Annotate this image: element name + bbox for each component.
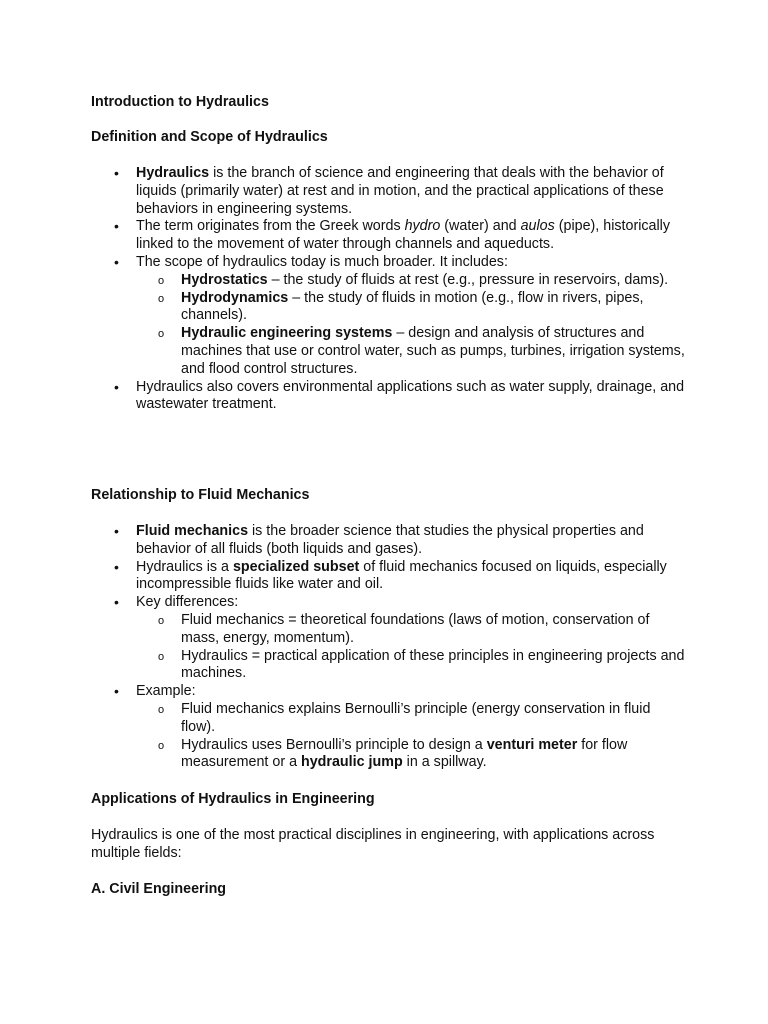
greek-word-aulos: aulos [520,218,555,235]
sub-list-item: o Hydrodynamics – the study of fluids in motion (e.g., flow in rivers, pipes, channels). [158,289,644,324]
sub-bullet-glyph: o [158,703,165,716]
bullet-glyph: • [114,218,119,235]
list-item: • Hydraulics is the branch of science and engineering that deals with the behavior of liquids (primarily water) at rest and in motion, and the practical applications of these behaviors in engineering systems. [114,165,664,217]
section-heading-applications: Applications of Hydraulics in Engineering [91,791,375,807]
sub-bullet-glyph: o [158,614,165,627]
sub-list-item: o Fluid mechanics = theoretical foundations (laws of motion, conservation of mass, energy, momentum). [158,611,650,646]
list-item: • Fluid mechanics is the broader science that studies the physical properties and behavior of all fluids (both liquids and gases). [114,523,644,557]
sub-list-item: o Hydraulic engineering systems – design and analysis of structures and machines that use or control water, such as pumps, turbines, irrigation systems, and flood control structures. [158,325,685,377]
bullet-glyph: • [114,558,119,575]
sub-bullet-glyph: o [158,739,165,752]
sub-bullet-glyph: o [158,274,165,287]
list-item: • Key differences: o Fluid mechanics = theoretical foundations (laws of motion, conservation of mass, energy, momentum). o Hydraulics = practical application of these principles in engineering projects and machines. [0,594,768,683]
document-title: Introduction to Hydraulics [91,94,269,110]
sub-bullet-glyph: o [158,292,165,305]
sub-list-item: o Hydraulics uses Bernoulli’s principle to design a venturi meter for flow measurement or a hydraulic jump in a spillway. [158,736,628,771]
section-heading-fluid-mechanics: Relationship to Fluid Mechanics [91,487,310,503]
term-hydraulics: Hydraulics [136,165,210,181]
list-item: • The term originates from the Greek words hydro (water) and aulos (pipe), historically linked to the movement of water through channels and aqueducts. [114,218,670,253]
differences-sub-list [136,612,688,683]
greek-word-hydro: hydro [404,218,441,235]
sub-bullet-glyph: o [158,650,165,663]
subheading-civil-engineering: A. Civil Engineering [91,881,227,897]
sub-bullet-glyph: o [158,328,165,341]
bullet-glyph: • [114,683,119,700]
bullet-glyph: • [114,253,119,270]
list-item: • Hydraulics also covers environmental applications such as water supply, drainage, and wastewater treatment. [114,378,685,413]
sub-list-item: o Hydraulics = practical application of these principles in engineering projects and machines. [158,647,685,682]
bullet-glyph: • [114,594,119,611]
list-item: • Hydraulics is a specialized subset of fluid mechanics focused on liquids, especially incompressible fluids like water and oil. [114,558,667,593]
applications-intro-paragraph: Hydraulics is one of the most practical disciplines in engineering, with applications across multiple fields: [91,827,655,861]
bullet-glyph: • [114,165,119,181]
term-fluid-mechanics: Fluid mechanics [136,523,249,539]
example-sub-list [136,701,688,772]
bullet-glyph: • [114,378,119,395]
scope-sub-list [136,272,688,379]
fluid-mechanics-bullet-list [0,523,768,772]
list-item: • The scope of hydraulics today is much broader. It includes: o Hydrostatics – the study of fluids at rest (e.g., pressure in reservoirs, dams). o Hydrodynamics – the study of fluids in motion (e.g., flow in rivers, pipes, channels). o Hydraulic engineering systems – design and analysis of structures and machines that use or control water, such as pumps, turbines, irrigation systems, and flood control structures. [0,254,768,379]
list-item: • Example: o Fluid mechanics explains Bernoulli’s principle (energy conservation in fluid flow). o Hydraulics uses Bernoulli’s principle to design a venturi meter for flow measurement or a hydraulic jump in a spillway. [0,683,768,772]
bullet-glyph: • [114,523,119,539]
sub-list-item: o Fluid mechanics explains Bernoulli’s principle (energy conservation in fluid flow). [158,700,651,735]
sub-list-item: o Hydrostatics – the study of fluids at rest (e.g., pressure in reservoirs, dams). [136,272,688,290]
section-heading-definition-scope: Definition and Scope of Hydraulics [91,129,328,145]
definition-bullet-list [0,165,768,414]
